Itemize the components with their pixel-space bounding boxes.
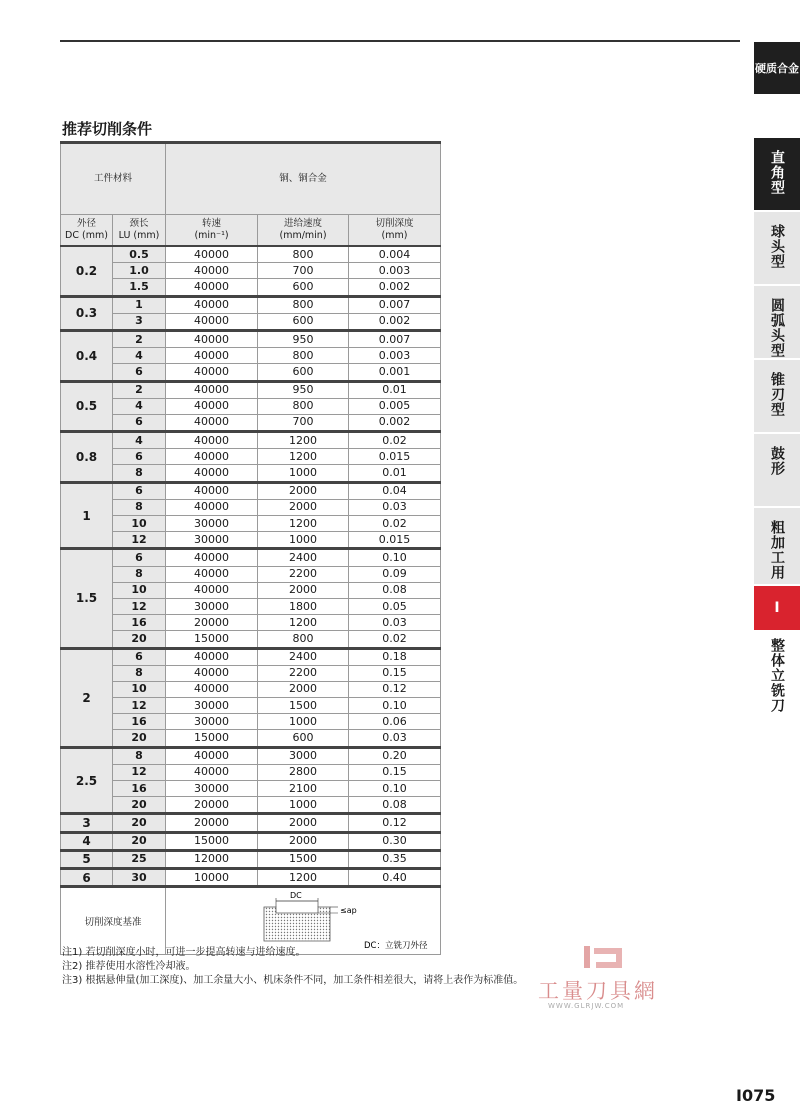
table-row <box>61 747 441 764</box>
cell-speed: 20000 <box>166 814 258 832</box>
cell-lu: 8 <box>113 465 166 482</box>
cell-speed: 40000 <box>166 398 258 414</box>
cell-lu: 20 <box>113 730 166 747</box>
cell-lu: 10 <box>113 582 166 598</box>
cell-depth: 0.002 <box>349 414 441 431</box>
footnote: 注1) 若切削深度小时，可进一步提高转速与进给速度。 <box>62 947 306 958</box>
table-row <box>61 582 441 598</box>
col-feed-label: 进给速度 <box>284 218 323 229</box>
cell-depth: 0.015 <box>349 449 441 465</box>
cell-depth: 0.01 <box>349 381 441 398</box>
cell-lu: 12 <box>113 698 166 714</box>
cutting-conditions-table <box>60 141 441 955</box>
cell-speed: 40000 <box>166 313 258 330</box>
cell-feed: 1800 <box>258 598 349 614</box>
table-row <box>61 246 441 263</box>
table-row <box>61 814 441 832</box>
cell-depth: 0.02 <box>349 631 441 648</box>
side-tab-label: 直角型 <box>769 150 785 195</box>
col-lu-label: 颈长 <box>129 218 149 229</box>
table-row <box>61 714 441 730</box>
cell-speed: 40000 <box>166 348 258 364</box>
cell-lu: 0.5 <box>113 246 166 263</box>
cell-lu: 10 <box>113 516 166 532</box>
cell-feed: 1200 <box>258 432 349 449</box>
cell-depth: 0.004 <box>349 246 441 263</box>
cell-lu: 6 <box>113 549 166 566</box>
cell-feed: 800 <box>258 398 349 414</box>
cell-speed: 30000 <box>166 516 258 532</box>
cell-lu: 20 <box>113 631 166 648</box>
col-lu-unit: LU (mm) <box>118 230 160 241</box>
cell-feed: 2800 <box>258 764 349 780</box>
cell-feed: 2400 <box>258 549 349 566</box>
cell-speed: 15000 <box>166 730 258 747</box>
cell-speed: 40000 <box>166 381 258 398</box>
cell-feed: 800 <box>258 296 349 313</box>
cell-depth: 0.03 <box>349 730 441 747</box>
cell-speed: 30000 <box>166 532 258 549</box>
cell-lu: 8 <box>113 747 166 764</box>
cell-depth: 0.12 <box>349 814 441 832</box>
cell-speed: 20000 <box>166 615 258 631</box>
cell-feed: 2000 <box>258 832 349 850</box>
cell-speed: 15000 <box>166 631 258 648</box>
col-speed-unit: (min⁻¹) <box>194 230 229 241</box>
cell-dc: 3 <box>61 814 113 832</box>
diagram-dc-label: DC <box>290 891 302 901</box>
cell-depth: 0.12 <box>349 681 441 697</box>
cell-feed: 1200 <box>258 615 349 631</box>
cell-speed: 40000 <box>166 279 258 296</box>
cell-speed: 40000 <box>166 246 258 263</box>
cell-depth: 0.40 <box>349 868 441 886</box>
table-row <box>61 381 441 398</box>
cell-depth: 0.02 <box>349 432 441 449</box>
cell-feed: 2200 <box>258 566 349 582</box>
cell-depth: 0.05 <box>349 598 441 614</box>
cell-depth: 0.35 <box>349 850 441 868</box>
cell-feed: 2000 <box>258 582 349 598</box>
cell-feed: 700 <box>258 414 349 431</box>
cell-speed: 10000 <box>166 868 258 886</box>
cell-feed: 600 <box>258 364 349 381</box>
footnotes <box>62 946 523 988</box>
table-row <box>61 598 441 614</box>
footnote: 注2) 推荐使用水溶性冷却液。 <box>62 961 196 972</box>
cell-feed: 600 <box>258 279 349 296</box>
cell-feed: 2000 <box>258 482 349 499</box>
table-row <box>61 549 441 566</box>
table-row <box>61 698 441 714</box>
cell-lu: 8 <box>113 665 166 681</box>
cell-feed: 2000 <box>258 499 349 515</box>
table-row <box>61 832 441 850</box>
cell-lu: 25 <box>113 850 166 868</box>
cell-lu: 16 <box>113 781 166 797</box>
cell-dc: 2.5 <box>61 747 113 814</box>
side-tab-label: 锥刃型 <box>769 372 785 417</box>
cell-depth: 0.007 <box>349 330 441 347</box>
cell-depth: 0.06 <box>349 714 441 730</box>
cell-speed: 40000 <box>166 764 258 780</box>
table-row <box>61 868 441 886</box>
cell-feed: 800 <box>258 246 349 263</box>
cell-depth: 0.003 <box>349 263 441 279</box>
cell-lu: 20 <box>113 814 166 832</box>
footnote: 注3) 根据悬伸量(加工深度)、加工余量大小、机床条件不同，加工条件相差很大，请将上表作为标准值。 <box>62 975 524 986</box>
cell-depth: 0.10 <box>349 781 441 797</box>
cell-depth: 0.002 <box>349 279 441 296</box>
table-row <box>61 414 441 431</box>
cell-dc: 4 <box>61 832 113 850</box>
cell-speed: 40000 <box>166 432 258 449</box>
table-row <box>61 764 441 780</box>
cell-depth: 0.02 <box>349 516 441 532</box>
table-row <box>61 631 441 648</box>
cell-feed: 1500 <box>258 850 349 868</box>
cell-feed: 950 <box>258 381 349 398</box>
table-row <box>61 532 441 549</box>
cell-dc: 2 <box>61 648 113 747</box>
col-dc-label: 外径 <box>76 218 96 229</box>
table-row <box>61 313 441 330</box>
table-row <box>61 263 441 279</box>
cell-feed: 1000 <box>258 714 349 730</box>
cell-speed: 40000 <box>166 330 258 347</box>
cell-speed: 40000 <box>166 549 258 566</box>
cell-speed: 40000 <box>166 499 258 515</box>
depth-diagram-svg <box>166 889 442 953</box>
cell-feed: 2200 <box>258 665 349 681</box>
cell-lu: 8 <box>113 566 166 582</box>
cell-speed: 40000 <box>166 414 258 431</box>
cell-depth: 0.10 <box>349 549 441 566</box>
cell-lu: 3 <box>113 313 166 330</box>
cell-speed: 40000 <box>166 582 258 598</box>
cell-dc: 5 <box>61 850 113 868</box>
cell-feed: 2000 <box>258 681 349 697</box>
cell-feed: 600 <box>258 730 349 747</box>
section-title: 推荐切削条件 <box>62 120 153 138</box>
diagram-note: DC：立铣刀外径 <box>364 941 428 952</box>
side-tab-carbide[interactable] <box>754 42 800 94</box>
cell-lu: 16 <box>113 615 166 631</box>
table-row <box>61 348 441 364</box>
watermark-url: WWW.GLRJW.COM <box>548 1002 625 1010</box>
cell-depth: 0.04 <box>349 482 441 499</box>
cell-speed: 15000 <box>166 832 258 850</box>
cell-speed: 40000 <box>166 482 258 499</box>
side-tab-square[interactable] <box>754 138 800 212</box>
cell-depth: 0.03 <box>349 615 441 631</box>
cell-depth: 0.30 <box>349 832 441 850</box>
cell-feed: 1000 <box>258 797 349 814</box>
cell-lu: 2 <box>113 381 166 398</box>
cell-feed: 1000 <box>258 465 349 482</box>
col-feed-unit: (mm/min) <box>279 230 327 241</box>
cell-depth: 0.002 <box>349 313 441 330</box>
cell-speed: 40000 <box>166 566 258 582</box>
cell-speed: 40000 <box>166 296 258 313</box>
col-dc-unit: DC (mm) <box>65 230 108 241</box>
cell-speed: 40000 <box>166 665 258 681</box>
cell-lu: 6 <box>113 482 166 499</box>
cell-dc: 0.5 <box>61 381 113 432</box>
cell-speed: 20000 <box>166 797 258 814</box>
diagram-ap-label: ≤ap <box>340 906 357 916</box>
side-tab-label: 球头型 <box>769 224 785 269</box>
page-number: I075 <box>736 1086 776 1105</box>
table-row <box>61 449 441 465</box>
cell-feed: 1200 <box>258 868 349 886</box>
table-row <box>61 516 441 532</box>
table-row <box>61 615 441 631</box>
cell-depth: 0.015 <box>349 532 441 549</box>
cell-depth: 0.08 <box>349 797 441 814</box>
table-row <box>61 296 441 313</box>
table-row <box>61 398 441 414</box>
col-header-feed <box>258 215 349 247</box>
cell-lu: 12 <box>113 532 166 549</box>
cell-depth: 0.18 <box>349 648 441 665</box>
cell-dc: 1 <box>61 482 113 549</box>
cell-depth: 0.003 <box>349 348 441 364</box>
table-row <box>61 465 441 482</box>
cell-dc: 0.2 <box>61 246 113 296</box>
cell-feed: 950 <box>258 330 349 347</box>
cell-depth: 0.15 <box>349 665 441 681</box>
cell-speed: 30000 <box>166 698 258 714</box>
cell-feed: 800 <box>258 348 349 364</box>
top-rule <box>60 40 740 42</box>
table-row <box>61 648 441 665</box>
category-label <box>754 630 800 713</box>
cell-depth: 0.08 <box>349 582 441 598</box>
category-text: 整体立铣刀 <box>769 638 785 713</box>
cell-lu: 30 <box>113 868 166 886</box>
cell-lu: 20 <box>113 797 166 814</box>
side-tab-barrel[interactable] <box>754 434 800 508</box>
side-top-label: 硬质合金 <box>755 62 799 75</box>
cell-lu: 20 <box>113 832 166 850</box>
cell-lu: 16 <box>113 714 166 730</box>
table-row <box>61 681 441 697</box>
watermark-text: 工量刀具網 <box>538 979 658 1003</box>
cell-depth: 0.10 <box>349 698 441 714</box>
cell-speed: 40000 <box>166 747 258 764</box>
cell-lu: 1.0 <box>113 263 166 279</box>
cell-depth: 0.007 <box>349 296 441 313</box>
col-header-lu <box>113 215 166 247</box>
table-row <box>61 432 441 449</box>
cell-depth: 0.01 <box>349 465 441 482</box>
side-tab-ball[interactable] <box>754 212 800 286</box>
cell-lu: 6 <box>113 364 166 381</box>
cell-lu: 4 <box>113 348 166 364</box>
depth-reference-label: 切削深度基准 <box>61 887 166 955</box>
cell-depth: 0.001 <box>349 364 441 381</box>
cell-feed: 700 <box>258 263 349 279</box>
table-row <box>61 364 441 381</box>
cell-lu: 12 <box>113 598 166 614</box>
cell-feed: 1200 <box>258 449 349 465</box>
table-row <box>61 850 441 868</box>
cell-lu: 4 <box>113 432 166 449</box>
cell-feed: 1500 <box>258 698 349 714</box>
side-tab-roughing[interactable] <box>754 508 800 586</box>
cell-lu: 4 <box>113 398 166 414</box>
cell-speed: 30000 <box>166 598 258 614</box>
cell-lu: 1 <box>113 296 166 313</box>
cell-lu: 1.5 <box>113 279 166 296</box>
cell-speed: 30000 <box>166 714 258 730</box>
cell-speed: 40000 <box>166 648 258 665</box>
cell-depth: 0.20 <box>349 747 441 764</box>
cell-dc: 0.8 <box>61 432 113 483</box>
cell-depth: 0.09 <box>349 566 441 582</box>
table-row <box>61 665 441 681</box>
cell-feed: 2000 <box>258 814 349 832</box>
cell-dc: 0.3 <box>61 296 113 330</box>
cell-lu: 8 <box>113 499 166 515</box>
col-depth-label: 切削深度 <box>375 218 414 229</box>
table-row <box>61 797 441 814</box>
cell-speed: 40000 <box>166 263 258 279</box>
material-header-label: 工件材料 <box>61 143 166 215</box>
cell-dc: 0.4 <box>61 330 113 381</box>
table-row <box>61 499 441 515</box>
cell-speed: 12000 <box>166 850 258 868</box>
cell-feed: 1200 <box>258 516 349 532</box>
table-row <box>61 482 441 499</box>
table-row <box>61 730 441 747</box>
side-tab-taper[interactable] <box>754 360 800 434</box>
cell-lu: 10 <box>113 681 166 697</box>
side-tab-label: 鼓形 <box>769 446 785 476</box>
depth-reference-diagram <box>166 887 441 955</box>
cell-lu: 6 <box>113 414 166 431</box>
cell-lu: 2 <box>113 330 166 347</box>
side-tab-radius[interactable] <box>754 286 800 360</box>
cell-speed: 40000 <box>166 681 258 697</box>
table-row <box>61 330 441 347</box>
cell-feed: 3000 <box>258 747 349 764</box>
col-header-speed <box>166 215 258 247</box>
cell-speed: 40000 <box>166 449 258 465</box>
cell-feed: 600 <box>258 313 349 330</box>
table-row <box>61 279 441 296</box>
col-depth-unit: (mm) <box>381 230 408 241</box>
side-tab-label: 圆弧头型 <box>769 298 785 358</box>
cell-feed: 2400 <box>258 648 349 665</box>
material-value: 铜、铜合金 <box>166 143 441 215</box>
cell-depth: 0.15 <box>349 764 441 780</box>
side-tab-label: 粗加工用 <box>769 520 785 580</box>
col-header-dc <box>61 215 113 247</box>
workpiece-shape <box>264 907 330 941</box>
cell-lu: 12 <box>113 764 166 780</box>
cell-depth: 0.005 <box>349 398 441 414</box>
table-row <box>61 566 441 582</box>
cell-feed: 2100 <box>258 781 349 797</box>
cell-feed: 1000 <box>258 532 349 549</box>
cell-speed: 40000 <box>166 465 258 482</box>
col-header-depth <box>349 215 441 247</box>
cell-dc: 6 <box>61 868 113 886</box>
cell-speed: 30000 <box>166 781 258 797</box>
cell-lu: 6 <box>113 449 166 465</box>
table-row <box>61 781 441 797</box>
section-marker: I <box>754 586 800 630</box>
side-tabs <box>754 138 800 713</box>
cell-feed: 800 <box>258 631 349 648</box>
cell-dc: 1.5 <box>61 549 113 648</box>
cell-speed: 40000 <box>166 364 258 381</box>
cell-lu: 6 <box>113 648 166 665</box>
col-speed-label: 转速 <box>202 218 222 229</box>
cell-depth: 0.03 <box>349 499 441 515</box>
